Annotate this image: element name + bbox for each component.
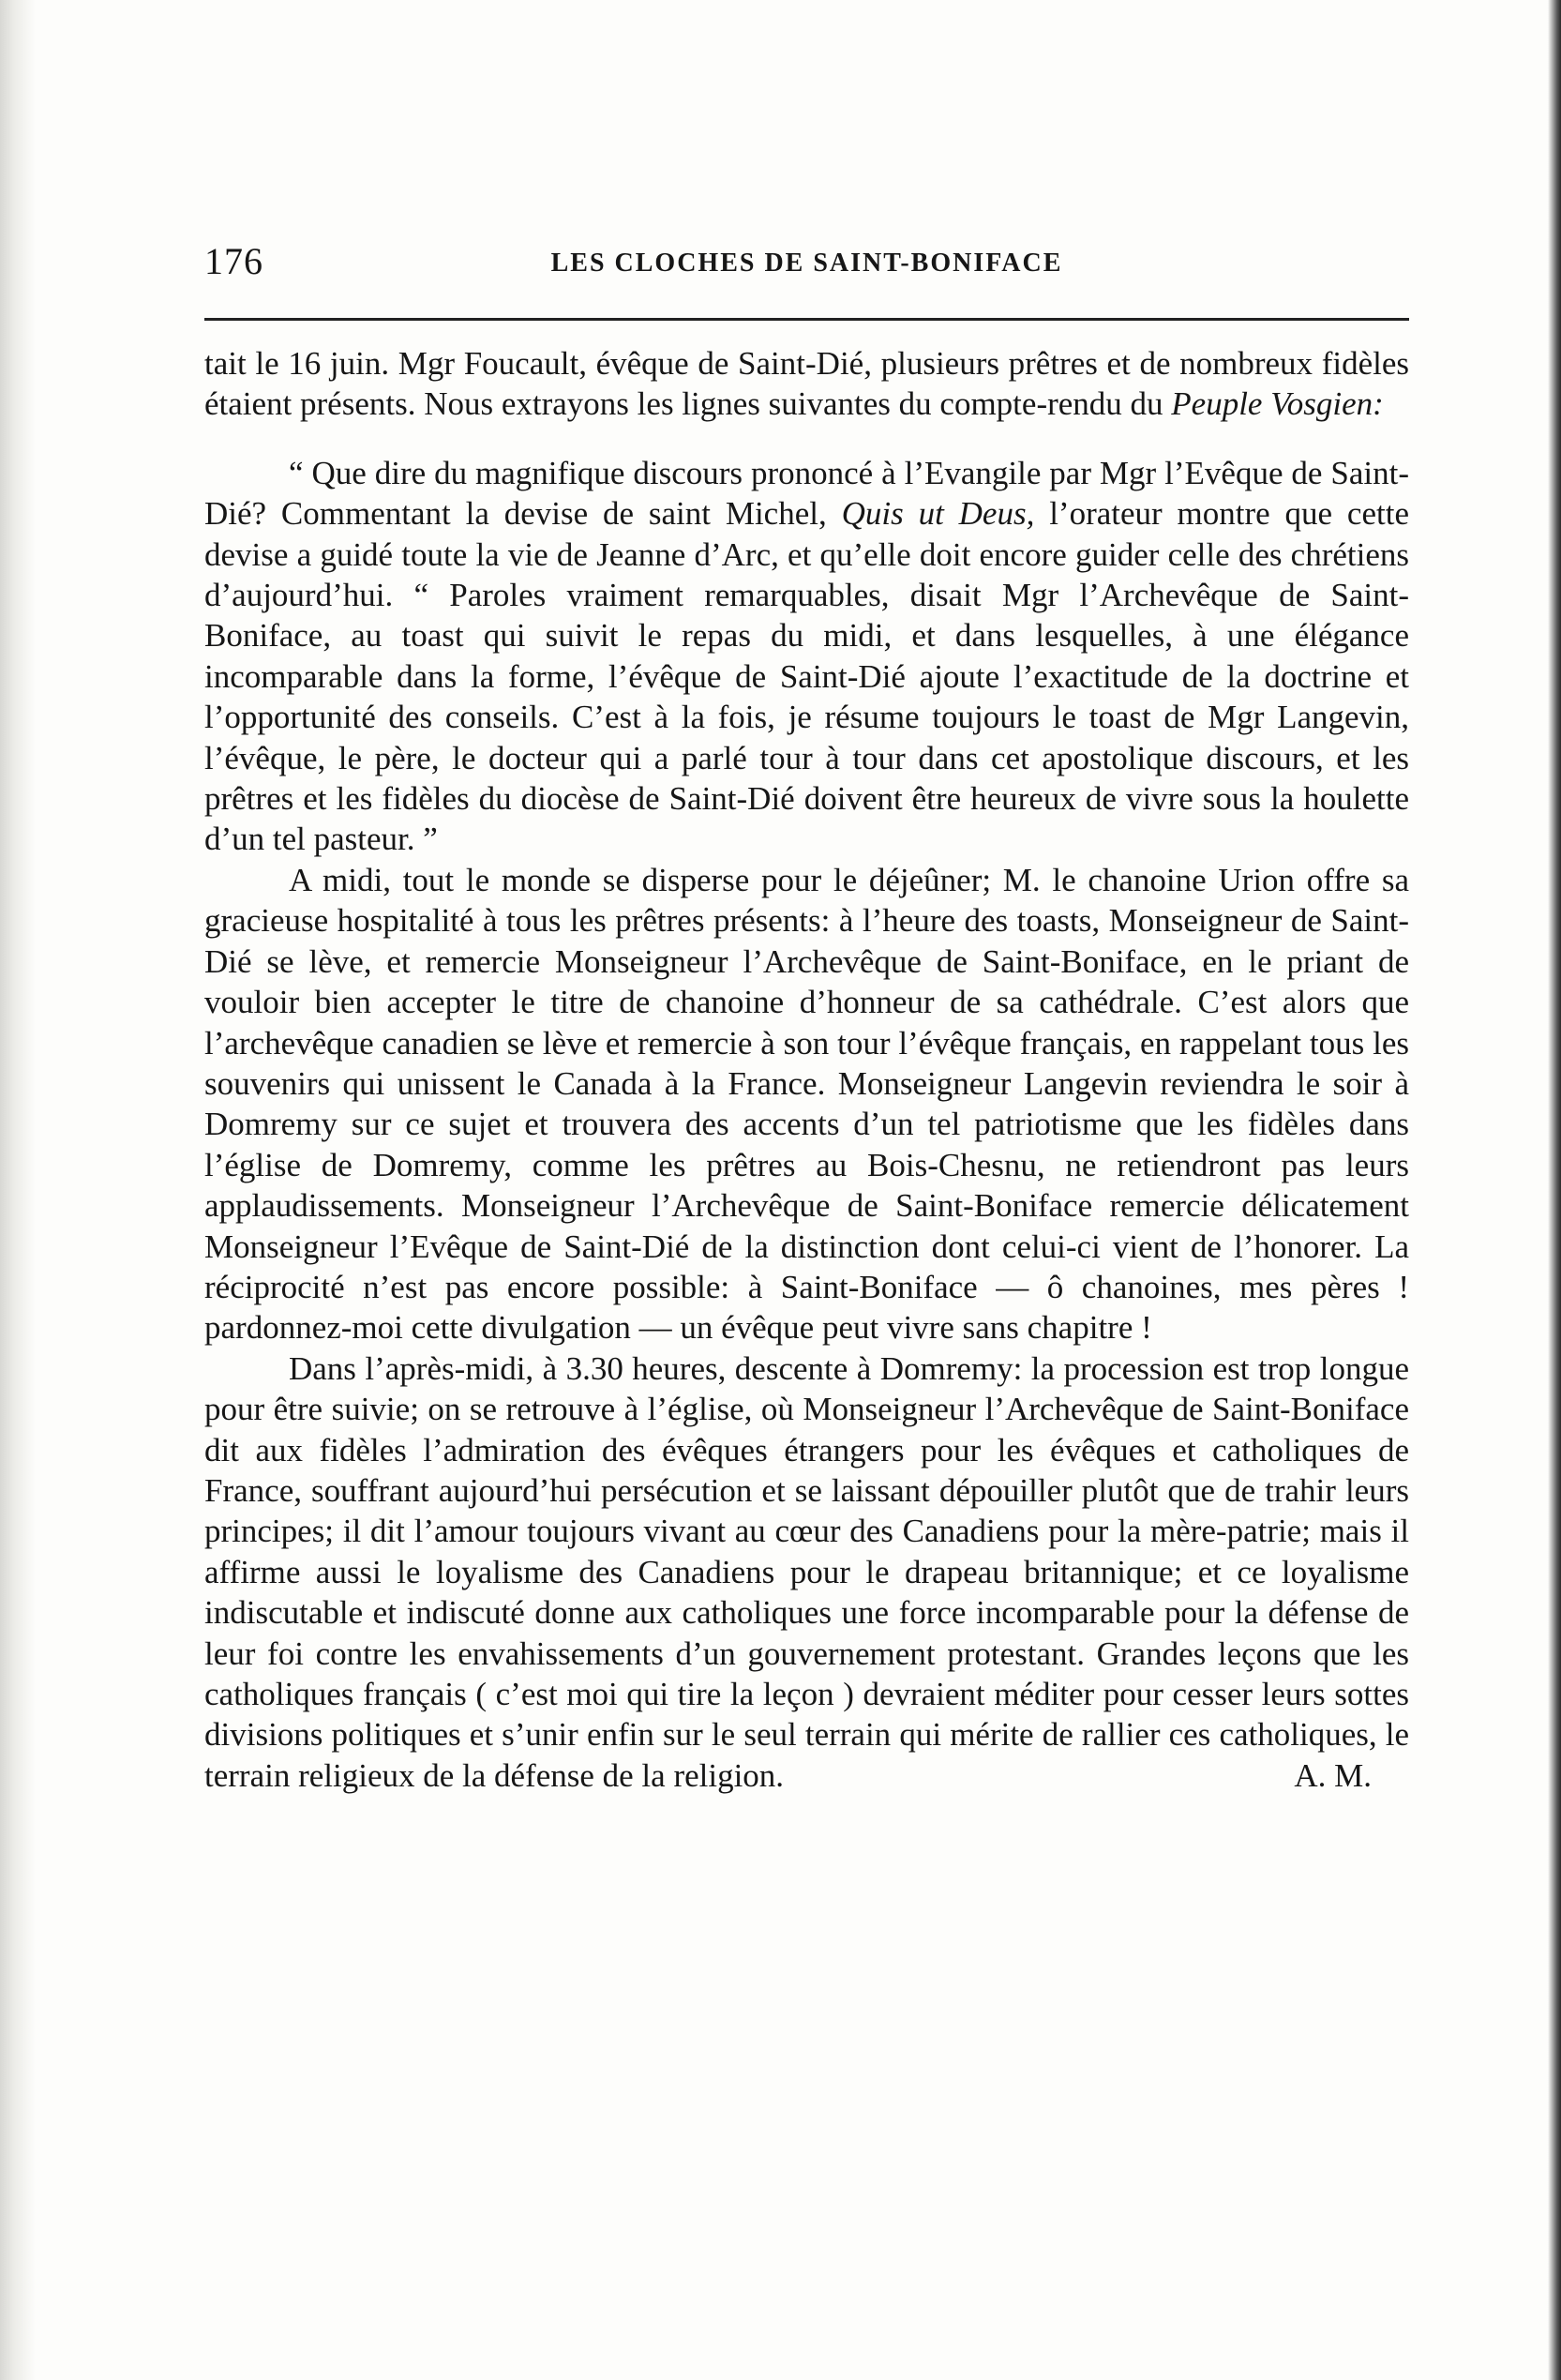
latin-motto: Quis ut Deus, bbox=[841, 495, 1035, 533]
paragraph-1 bbox=[204, 343, 1409, 425]
quote-text-start: “ Que dire du magnifique discours prononcé à l’Evangile par Mgr l’Evêque de Saint-Dié? Commentant la devise de saint Michel, bbox=[204, 454, 1409, 533]
newspaper-title: Peuple Vosgien: bbox=[1171, 385, 1384, 423]
paragraph-3: A midi, tout le monde se disperse pour le déjeûner; M. le chanoine Urion offre sa gracieuse hospitalité à tous les prêtres présents: à l’heure des toasts, Monseigneur de Saint-Dié se lève, et remercie Monseigneur l’Archevêque de Saint-Boniface, en le priant de vouloir bien accepter le titre de chanoine d’honneur de sa cathédrale. C’est alors que l’archevêque canadien se lève et remercie à son tour l’évêque français, en rappelant tous les souvenirs qui unissent le Canada à la France. Monseigneur Langevin reviendra le soir à Domremy sur ce sujet et trouvera des accents d’un tel patriotisme que les fidèles dans l’église de Domremy, comme les prêtres au Bois-Chesnu, ne retiendront pas leurs applaudissements. Monseigneur l’Archevêque de Saint-Boniface remercie délicatement Monseigneur l’Evêque de Saint-Dié de la distinction dont celui-ci vient de l’honorer. La réciprocité n’est pas encore possible: à Saint-Boniface — ô chanoines, mes pères ! pardonnez-moi cette divulgation — un évêque peut vivre sans chapitre ! bbox=[204, 861, 1409, 1347]
paragraph-4 bbox=[204, 1348, 1409, 1796]
header-rule bbox=[204, 318, 1409, 321]
page-number: 176 bbox=[204, 240, 263, 282]
book-page bbox=[204, 239, 1409, 1796]
paragraph-1-text: tait le 16 juin. Mgr Foucault, évêque de Saint-Dié, plusieurs prêtres et de nombreux fidèles étaient présents. Nous extrayons les lignes suivantes du compte-rendu du bbox=[204, 345, 1409, 423]
paragraph-4-text: Dans l’après-midi, à 3.30 heures, descente à Domremy: la procession est trop longue pour être suivie; on se retrouve à l’église, où Monseigneur l’Archevêque de Saint-Boniface dit aux fidèles l’admiration des évêques étrangers pour les évêques et catholiques de France, souffrant aujourd’hui persécution et se laissant dépouiller plutôt que de trahir leurs principes; il dit l’amour toujours vivant au cœur des Canadiens pour la mère-patrie; mais il affirme aussi le loyalisme des Canadiens pour le drapeau britannique; et ce loyalisme indiscutable et indiscuté donne aux catholiques une force incomparable pour la défense de leur foi contre les envahissements d’un gouvernement protestant. Grandes leçons que les catholiques français ( c’est moi qui tire la leçon ) devraient méditer pour cesser leurs sottes divisions politiques et s’unir enfin sur le seul terrain qui mérite de rallier ces catholiques, le terrain religieux de la défense de la religion. bbox=[204, 1349, 1409, 1794]
paragraph-quote bbox=[204, 453, 1409, 860]
running-title: LES CLOCHES DE SAINT-BONIFACE bbox=[550, 249, 1063, 278]
page-binding-edge bbox=[0, 0, 36, 2380]
quote-text-rest: l’orateur montre que cette devise a guidé toute la vie de Jeanne d’Arc, et qu’elle doit encore guider celle des chrétiens d’aujourd’hui. “ Paroles vraiment remarquables, disait Mgr l’Archevêque de Saint-Boniface, au toast qui suivit le repas du midi, et dans lesquelles, à une élégance incomparable dans la forme, l’évêque de Saint-Dié ajoute l’exactitude de la doctrine et l’opportunité des conseils. C’est à la fois, je résume toujours le toast de Mgr Langevin, l’évêque, le père, le docteur qui a parlé tour à tour dans cet apostolique discours, et les prêtres et les fidèles du diocèse de Saint-Dié doivent être heureux de vivre sous la houlette d’un tel pasteur. ” bbox=[204, 495, 1409, 858]
signature: A. M. bbox=[1294, 1756, 1372, 1794]
page-right-edge bbox=[1548, 0, 1561, 2380]
page-header bbox=[204, 239, 1409, 297]
page-text bbox=[204, 343, 1409, 1796]
